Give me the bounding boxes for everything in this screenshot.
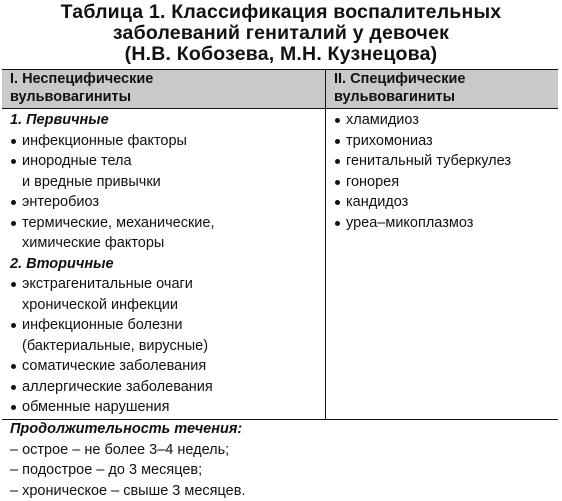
duration-line: – хроническое – свыше 3 месяцев. [10, 481, 550, 501]
duration-section [10, 419, 550, 501]
table-title [6, 2, 556, 65]
header-cell-nonspecific [2, 70, 326, 108]
specific-column [326, 109, 558, 419]
header-nonspecific-line-2: вульвовагиниты [10, 89, 325, 107]
list-item: хламидиоз [334, 110, 558, 131]
list-item: инфекционные факторы [10, 131, 325, 152]
list-item-continuation: хронической инфекции [10, 295, 325, 316]
list-item: генитальный туберкулез [334, 151, 558, 172]
list-item-continuation: химические факторы [10, 233, 325, 254]
nonspecific-column [2, 109, 326, 419]
title-line-1: Таблица 1. Классификация воспалительных [6, 2, 556, 23]
list-item: соматические заболевания [10, 356, 325, 377]
header-cell-specific [326, 70, 558, 108]
list-item: инфекционные болезни [10, 315, 325, 336]
duration-line: – острое – не более 3–4 недель; [10, 440, 550, 461]
table-body-row [2, 109, 558, 419]
list-item: термические, механические, [10, 213, 325, 234]
secondary-subheading: 2. Вторичные [10, 254, 325, 275]
list-item: уреа–микоплазмоз [334, 213, 558, 234]
document-page [0, 2, 562, 501]
list-item-continuation: и вредные привычки [10, 172, 325, 193]
duration-line: – подострое – до 3 месяцев; [10, 460, 550, 481]
list-item: трихомониаз [334, 131, 558, 152]
classification-table [2, 69, 558, 420]
list-item: инородные тела [10, 151, 325, 172]
duration-heading: Продолжительность течения: [10, 419, 550, 440]
list-item: кандидоз [334, 192, 558, 213]
list-item: энтеробиоз [10, 192, 325, 213]
list-item: обменные нарушения [10, 397, 325, 418]
primary-subheading: 1. Первичные [10, 110, 325, 131]
title-line-2: заболеваний гениталий у девочек [6, 23, 556, 44]
list-item-continuation: (бактериальные, вирусные) [10, 336, 325, 357]
header-specific-line-2: вульвовагиниты [334, 89, 558, 107]
list-item: аллергические заболевания [10, 377, 325, 398]
title-line-3: (Н.В. Кобозева, М.Н. Кузнецова) [6, 44, 556, 65]
table-header-row [2, 70, 558, 109]
header-nonspecific-line-1: I. Неспецифические [10, 71, 325, 89]
list-item: экстрагенитальные очаги [10, 274, 325, 295]
header-specific-line-1: II. Специфические [334, 71, 558, 89]
list-item: гонорея [334, 172, 558, 193]
